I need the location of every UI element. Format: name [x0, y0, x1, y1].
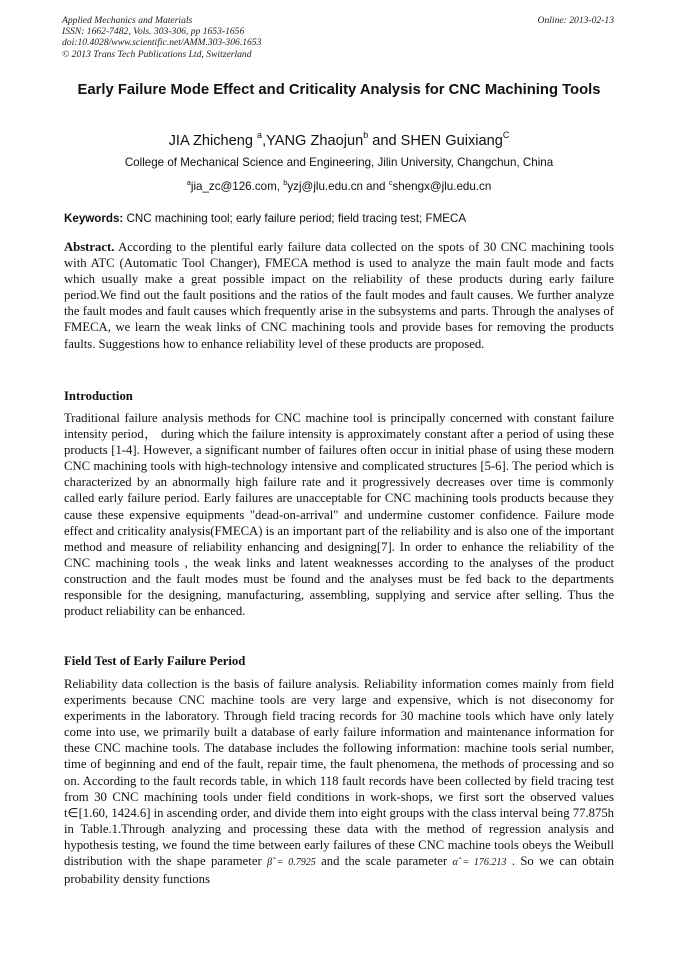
author-line: [60, 126, 618, 150]
beta-formula: β̂ = 0.7925: [267, 857, 316, 869]
field-test-mid: and the scale parameter: [315, 854, 453, 869]
email-3-sup: c: [388, 178, 393, 187]
keywords-text: CNC machining tool; early failure period; field tracing test; FMECA: [123, 212, 467, 225]
keywords: [64, 211, 624, 226]
doi-line: doi:10.4028/www.scientific.net/AMM.303-306.1653: [62, 37, 262, 49]
email-3: shengx@jlu.edu.cn: [392, 180, 492, 193]
introduction-text: Traditional failure analysis methods for CNC machine tool is principally concerned with constant failure intensity period， during which the failure intensity is approximately constant after a period of using these products [1-4]. However, a significant number of failures often occur in initial phase of using these modern CNC machining tools with high-technology intensive and complicated structures [5-6]. The period which is characterized by an abnormally high failure rate and it progressively decreases over time is commonly called early failure period. Early failures are unacceptable for CNC machining tools products because they cause these expensive equipments "dead-on-arrival" and undermine customer confidence. Failure mode effect and criticality analysis(FMECA) is an important part of the reliability and is also one of the important method and measure of reliability enhancing and designing[7]. In order to enhance the reliability of the CNC machining tools , the weak links and latent weaknesses according to the analyses of the product construction and the fault modes must be found and the analyses must be fed back to the departments responsible for the designing, manufacturing, assembling, supplying and service after selling. Thus the product reliability can be enhanced.: [64, 411, 614, 619]
paper-title: Early Failure Mode Effect and Criticality Analysis for CNC Machining Tools: [77, 82, 601, 98]
field-test-paragraph: [64, 676, 614, 887]
email-2-sup: b: [283, 178, 288, 187]
online-date: Online: 2013-02-13: [537, 15, 614, 26]
abstract-label: Abstract.: [64, 240, 115, 254]
alpha-formula: α̂ = 176.213: [452, 857, 507, 869]
field-test-heading: Field Test of Early Failure Period: [64, 654, 246, 668]
author-1: JIA Zhicheng: [168, 133, 253, 149]
author-3: and SHEN Guixiang: [368, 133, 503, 149]
field-test-text: Reliability data collection is the basis of failure analysis. Reliability information comes mainly from field experiments because CNC machine tools are very large and expensive, which is not diseconomy for experiments in the laboratory. Through field tracing records for 30 machine tools which have only lately come into use, we primarily built a database of early failure information and maintenance information for these CNC machine tools. The database includes the following information: machine tools serial number, time of beginning and end of the fault, repair time, the fault phenomena, the methods of processing and so on. According to the fault records table, in which 118 fault records have been collected by field tracing test from 30 CNC machining tools under field conditions in work-shops, we first sort the observed values t∈[1.60, 1424.6] in ascending order, and divide them into eight groups with the class interval being 77.875h in Table.1.Through analyzing and processing these data with the method of regression analysis and hypothesis testing, we found the time between early failures of these CNC machine tools obeys the Weibull distribution with the shape parameter: [64, 677, 615, 869]
journal-header: [62, 15, 261, 60]
copyright-line: © 2013 Trans Tech Publications Ltd, Switzerland: [62, 48, 252, 60]
journal-name: Applied Mechanics and Materials: [62, 15, 193, 26]
email-2: yzj@jlu.edu.cn and: [287, 180, 389, 193]
field-test-end: . So we can obtain probability density functions: [64, 854, 615, 887]
author-2: ,YANG Zhaojun: [262, 133, 364, 149]
author-3-sup: C: [502, 130, 510, 140]
abstract: [64, 239, 614, 352]
author-1-sup: a: [257, 130, 263, 140]
email-1: jia_zc@126.com,: [190, 180, 284, 193]
email-line: [60, 175, 618, 194]
author-2-sup: b: [363, 130, 369, 140]
abstract-text: According to the plentiful early failure data collected on the spots of 30 CNC machining tools with ATC (Automatic Tool Changer), FMECA method is used to analyze the main fault mode and facts which usually make a great possible impact on the reliability of these products during early failure period.We find out the fault positions and the ratios of the fault modes and fault causes. We further analyze the fault modes and fault causes which frequently arise in the subsystems and parts. Through the analyses of FMECA, we learn the weak links of CNC machining tools and provide bases for removing the products faults. Suggestions how to enhance reliability level of these products are proposed.: [64, 240, 614, 351]
keywords-label: Keywords:: [64, 212, 124, 225]
introduction-heading: Introduction: [64, 389, 133, 403]
affiliation: College of Mechanical Science and Engineering, Jilin University, Changchun, China: [124, 156, 554, 169]
issn-line: ISSN: 1662-7482, Vols. 303-306, pp 1653-1656: [62, 26, 245, 38]
email-1-sup: a: [186, 178, 191, 187]
